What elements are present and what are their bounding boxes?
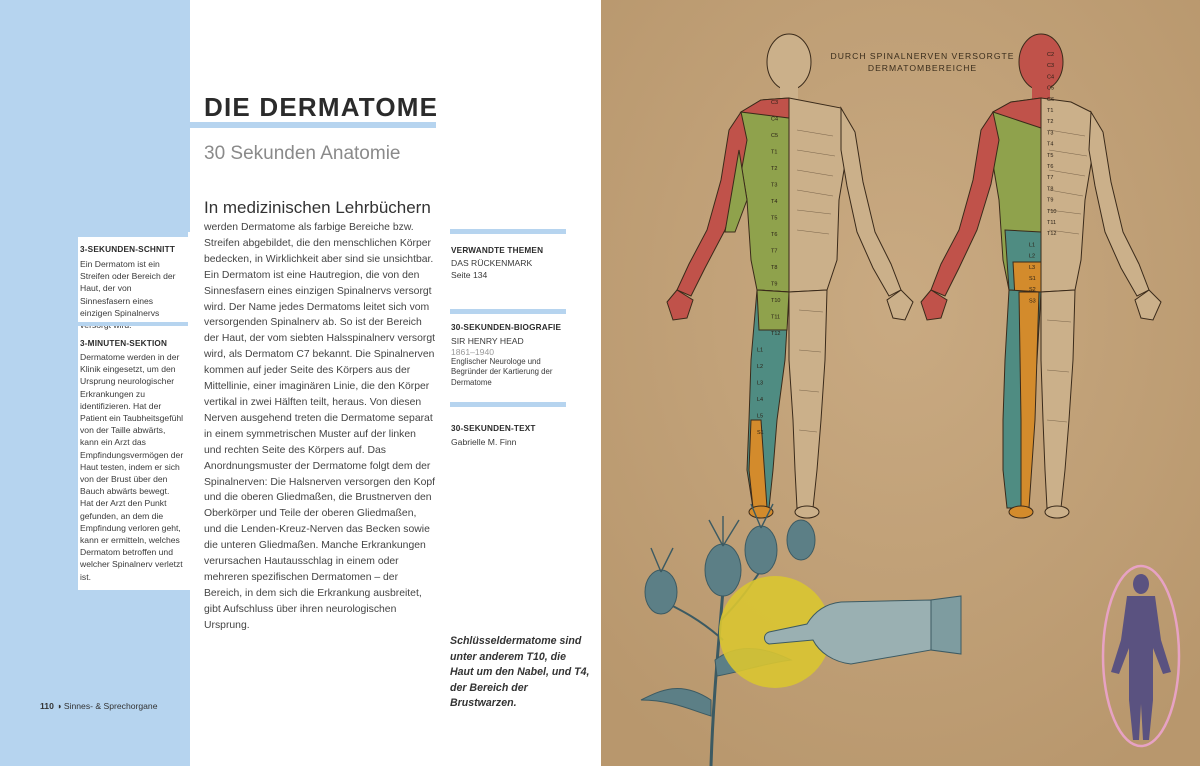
segment-label-s2: S2	[1029, 287, 1036, 294]
segment-label-c5: C5	[771, 133, 779, 139]
segment-label-t3: T3	[771, 182, 778, 189]
bio-heading: 30-SEKUNDEN-BIOGRAFIE	[451, 323, 562, 332]
segment-label-t9: T9	[1047, 197, 1054, 204]
segment-label-l2: L2	[1029, 253, 1036, 260]
segment-label-l3: L3	[757, 380, 764, 387]
segment-label-t12: T12	[771, 331, 781, 337]
segment-label-t3: T3	[1047, 130, 1054, 137]
segment-label-t2: T2	[771, 166, 778, 172]
segment-label-t10: T10	[771, 298, 781, 304]
segment-label-l5: L5	[757, 413, 764, 420]
page-footer	[40, 701, 158, 711]
segment-label-t11: T11	[1047, 220, 1057, 226]
segment-label-l1: L1	[757, 347, 764, 354]
segment-label-t12: T12	[1047, 231, 1057, 238]
related-topic: DAS RÜCKENMARK	[451, 258, 533, 268]
segment-label-c4: C4	[771, 116, 779, 123]
related-page: Seite 134	[451, 270, 488, 280]
segment-label-t6: T6	[1047, 164, 1054, 170]
three-minute-text: Dermatome werden in der Klinik eingesetzt, um den Ursprung neurologischer Erkrankungen zu identifizieren. Hat der Patient ein Taubheitsgefühl von der Taille abwärts, kann ein Arzt das Empfindungsvermögen der Haut testen, indem er sich von der Brust über den Bauch abwärts bewegt. Hat der Arzt den Punkt gefunden, an dem die Empfindung verloren geht, kann er ermitteln, welches Dermatom betroffen und welcher Spinalnerv verletzt ist.	[80, 352, 184, 582]
related-rule	[450, 229, 566, 234]
segment-label-t7: T7	[771, 248, 778, 255]
segment-label-c3: C3	[1047, 63, 1055, 70]
page-subtitle: 30 Sekunden Anatomie	[204, 143, 401, 164]
segment-label-t6: T6	[771, 232, 778, 238]
segment-label-s1: S1	[757, 430, 764, 436]
segment-label-t10: T10	[1047, 208, 1057, 215]
bio-description: Englischer Neurologe und Begründer der Kartierung der Dermatome	[451, 357, 553, 387]
figure-caption: Schlüsseldermatome sind unter anderem T10, die Haut um den Nabel, und T4, der Bereich der Brustwarzen.	[450, 635, 590, 710]
bio-rule	[450, 309, 566, 314]
bio-name: SIR HENRY HEAD	[451, 336, 524, 346]
page-number: 110	[40, 701, 54, 711]
segment-label-t5: T5	[1047, 152, 1054, 159]
segment-label-s1: S1	[1029, 276, 1036, 282]
sidebar-rule-top	[78, 232, 188, 237]
segment-label-t1: T1	[1047, 108, 1054, 114]
lead-heading: In medizinischen Lehrbüchern	[204, 198, 431, 217]
three-second-heading: 3-SEKUNDEN-SCHNITT	[80, 245, 176, 254]
segment-label-c6: C6	[1047, 96, 1055, 103]
segment-label-c4: C4	[1047, 74, 1055, 81]
segment-label-c2: C2	[1047, 52, 1055, 58]
bio-years: 1861–1940	[451, 347, 495, 357]
segment-label-t5: T5	[771, 215, 778, 222]
segment-label-l4: L4	[757, 397, 764, 403]
segment-label-l3: L3	[1029, 264, 1036, 271]
segment-label-t7: T7	[1047, 175, 1054, 182]
segment-label-c5: C5	[1047, 85, 1055, 92]
segment-label-t9: T9	[771, 281, 778, 288]
half-circle-icon: ◑	[56, 701, 62, 711]
segment-label-t4: T4	[771, 199, 778, 205]
body-text: werden Dermatome als farbige Bereiche bzw. Streifen abgebildet, die den menschlichen Körper bedecken, in Wirklichkeit aber sind sie unsichtbar. Ein Dermatom ist eine Hautregion, die von den Sinnesfasern eines einzigen Spinalnervs versorgt wird. Der Name jedes Dermatoms leitet sich vom versorgenden Spinalnerv ab. So ist der Bereich der Haut, der vom siebten Halsspinalnerv versorgt wird, als Dermatom C7 bekannt. Die Spinalnerven kommen auf jeder Seite des Körpers aus der Mittellinie, einer imaginären Linie, die den Körper vertikal in zwei Hälften teilt, heraus. Von diesen Nerven ausgehend treten die Dermatome separat in einem symmetrischen Muster auf der linken und rechten Seite des Körpers auf. Das Anordnungsmuster der Dermatome folgt dem der Spinalnerven: Die Halsnerven versorgen den Kopf und die oberen Gliedmaßen, die Brustnerven den Oberkörper und Teile der oberen Gliedmaßen, und die Lenden-Kreuz-Nerven das Becken sowie die unteren Gliedmaßen. Manche Erkrankungen verursachen Hautausschlag in einem oder mehreren spezifischen Dermatomen – der Bereich, in dem sich die Erkrankung ausbreitet, gibt Aufschluss über ihren neurologischen Ursprung.	[204, 222, 436, 631]
sidebar-rule-mid	[78, 322, 188, 326]
segment-label-l2: L2	[757, 364, 764, 370]
related-heading: VERWANDTE THEMEN	[451, 246, 544, 255]
page-title: DIE DERMATOME	[204, 92, 439, 122]
figure-title: DURCH SPINALNERVEN VERSORGTE DERMATOMBEREICHE	[830, 51, 1015, 73]
three-second-text: Ein Dermatom ist ein Streifen oder Bereich der Haut, der von Sinnesfasern eines einzigen Spinalnervs	[80, 259, 176, 318]
segment-label-t1: T1	[771, 149, 778, 156]
illustration-page	[601, 0, 1200, 766]
segment-label-c3: C3	[771, 100, 779, 106]
credit-heading: 30-SEKUNDEN-TEXT	[451, 424, 536, 433]
credit-rule	[450, 402, 566, 407]
credit-author: Gabrielle M. Finn	[451, 437, 517, 447]
dermatome-illustration	[601, 0, 1200, 766]
segment-label-t8: T8	[771, 265, 778, 271]
segment-label-t4: T4	[1047, 141, 1054, 148]
segment-label-l1: L1	[1029, 242, 1036, 249]
segment-label-s3: S3	[1029, 298, 1036, 305]
three-minute-heading: 3-MINUTEN-SEKTION	[80, 339, 168, 348]
segment-label-t11: T11	[771, 314, 781, 321]
segment-label-t2: T2	[1047, 119, 1054, 126]
section-name: Sinnes- & Sprechorgane	[63, 701, 158, 711]
title-rule	[190, 122, 436, 128]
segment-label-t8: T8	[1047, 186, 1054, 193]
